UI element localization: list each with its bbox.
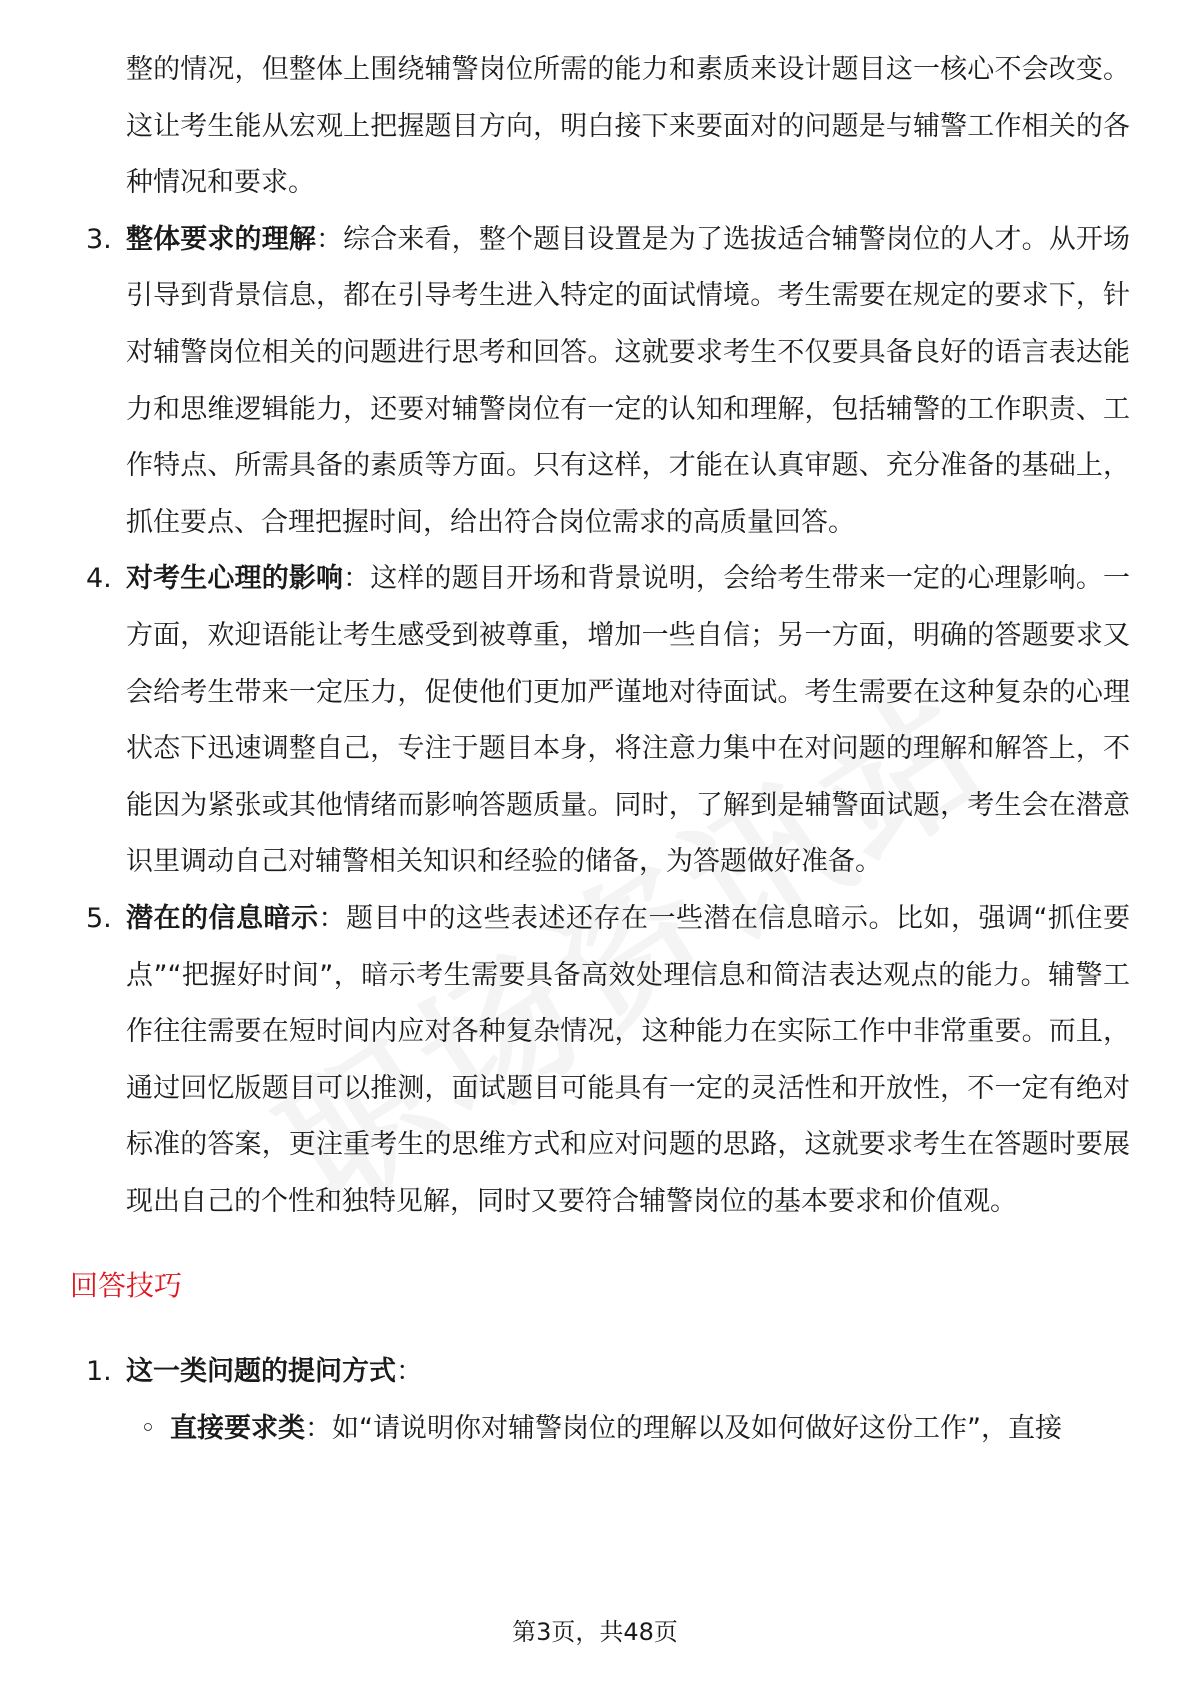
item-lead: 对考生心理的影响: [126, 563, 344, 595]
item-body: ：这样的题目开场和背景说明，会给考生带来一定的心理影响。一方面，欢迎语能让考生感受到被尊重，增加一些自信；另一方面，明确的答题要求又会给考生带来一定压力，促使他们更加严谨地对待面试。考生需要在这种复杂的心理状态下迅速调整自己，专注于题目本身，将注意力集中在对问题的理解和解答上，不能因为紧张或其他情绪而影响答题质量。同时，了解到是辅警面试题，考生会在潜意识里调动自己对辅警相关知识和经验的储备，为答题做好准备。: [126, 563, 1131, 878]
tips-list: [70, 1344, 1130, 1457]
item-number: 1.: [86, 1356, 112, 1388]
item-number: 4.: [86, 563, 112, 595]
item-text: [126, 1344, 1130, 1401]
analysis-list: [70, 212, 1130, 1231]
page-content: [70, 42, 1130, 1458]
list-item: [70, 212, 1130, 552]
item-text: [126, 891, 1130, 1231]
item-body: ：: [396, 1356, 423, 1388]
item-body: ：题目中的这些表述还存在一些潜在信息暗示。比如，强调“抓住要点”“把握好时间”，暗示考生需要具备高效处理信息和简洁表达观点的能力。辅警工作往往需要在短时间内应对各种复杂情况，这种能力在实际工作中非常重要。而且，通过回忆版题目可以推测，面试题目可能具有一定的灵活性和开放性，不一定有绝对标准的答案，更注重考生的思维方式和应对问题的思路，这就要求考生在答题时要展现出自己的个性和独特见解，同时又要符合辅警岗位的基本要求和价值观。: [126, 902, 1130, 1217]
item-number: 5.: [86, 902, 112, 934]
item-lead: 这一类问题的提问方式: [126, 1356, 396, 1388]
section-heading: 回答技巧: [70, 1269, 183, 1303]
list-item: [70, 1344, 1130, 1401]
item-lead: 整体要求的理解: [126, 223, 316, 255]
item-body: ：如“请说明你对辅警岗位的理解以及如何做好这份工作”，直接: [305, 1413, 1062, 1445]
item-text: [126, 551, 1130, 891]
page-footer: 第3页，共48页: [512, 1618, 678, 1646]
item-body: ：综合来看，整个题目设置是为了选拔适合辅警岗位的人才。从开场引导到背景信息，都在引导考生进入特定的面试情境。考生需要在规定的要求下，针对辅警岗位相关的问题进行思考和回答。这就要求考生不仅要具备良好的语言表达能力和思维逻辑能力，还要对辅警岗位有一定的认知和理解，包括辅警的工作职责、工作特点、所需具备的素质等方面。只有这样，才能在认真审题、充分准备的基础上，抓住要点、合理把握时间，给出符合岗位需求的高质量回答。: [126, 223, 1131, 538]
item-lead: 直接要求类: [170, 1413, 305, 1445]
item-text: [170, 1401, 1130, 1458]
item-number: 3.: [86, 223, 112, 255]
intro-continuation: 整的情况，但整体上围绕辅警岗位所需的能力和素质来设计题目这一核心不会改变。这让考生能从宏观上把握题目方向，明白接下来要面对的问题是与辅警工作相关的各种情况和要求。: [126, 54, 1130, 199]
list-item: [70, 551, 1130, 891]
bullet-icon: ◦: [140, 1413, 156, 1445]
item-text: [126, 212, 1130, 552]
sub-list-item: [70, 1401, 1130, 1458]
list-item: [70, 891, 1130, 1231]
item-lead: 潜在的信息暗示: [126, 902, 319, 934]
